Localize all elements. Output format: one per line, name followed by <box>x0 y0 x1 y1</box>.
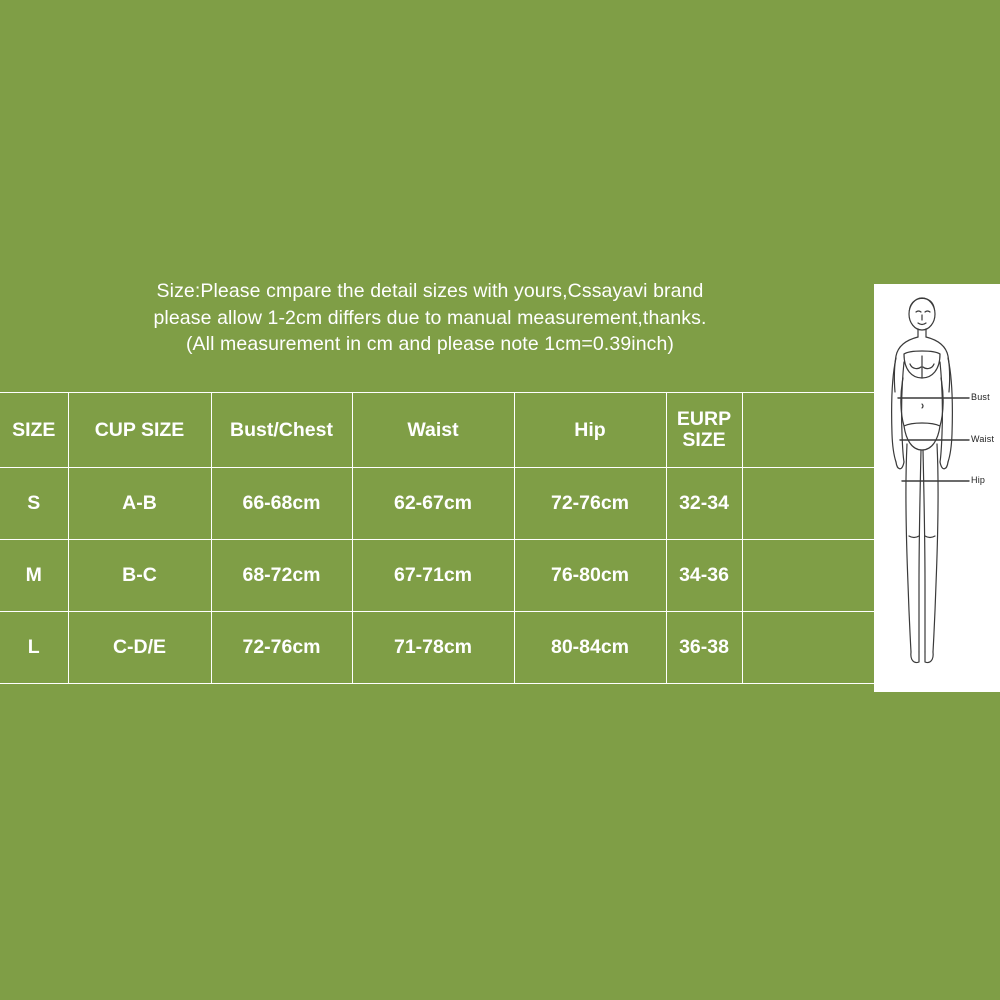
cell-bust-chest: 66-68cm <box>211 468 352 540</box>
cell-waist: 67-71cm <box>352 540 514 612</box>
column-header-size: SIZE <box>0 393 68 468</box>
figure-label-waist: Waist <box>971 434 995 444</box>
cell-size: L <box>0 612 68 684</box>
figure-label-hip: Hip <box>971 475 986 485</box>
cell-size: S <box>0 468 68 540</box>
cell-eurp-size: 36-38 <box>666 612 742 684</box>
cell-blank <box>742 540 884 612</box>
measurement-note <box>0 278 860 358</box>
note-line-3: (All measurement in cm and please note 1cm=0.39inch) <box>185 333 675 355</box>
eurp-header-line-1: EURP <box>676 408 732 430</box>
cell-cup-size: C-D/E <box>68 612 211 684</box>
cell-waist: 62-67cm <box>352 468 514 540</box>
column-header-cup-size: CUP SIZE <box>68 393 211 468</box>
column-header-eurp-size <box>666 393 742 468</box>
note-line-1: Size:Please cmpare the detail sizes with yours,Cssayavi brand <box>156 280 704 302</box>
column-header-waist: Waist <box>352 393 514 468</box>
cell-blank <box>742 468 884 540</box>
table-row <box>0 612 884 684</box>
note-line-2: please allow 1-2cm differs due to manual measurement,thanks. <box>153 306 707 329</box>
cell-cup-size: B-C <box>68 540 211 612</box>
cell-waist: 71-78cm <box>352 612 514 684</box>
table-header-row <box>0 393 884 468</box>
cell-hip: 76-80cm <box>514 540 666 612</box>
table-row <box>0 540 884 612</box>
cell-hip: 80-84cm <box>514 612 666 684</box>
cell-bust-chest: 68-72cm <box>211 540 352 612</box>
cell-cup-size: A-B <box>68 468 211 540</box>
cell-eurp-size: 32-34 <box>666 468 742 540</box>
size-chart-table <box>0 392 885 684</box>
table-row <box>0 468 884 540</box>
column-header-hip: Hip <box>514 393 666 468</box>
eurp-header-line-2: SIZE <box>682 429 726 451</box>
cell-size: M <box>0 540 68 612</box>
cell-bust-chest: 72-76cm <box>211 612 352 684</box>
figure-label-bust: Bust <box>971 392 990 402</box>
measurement-figure-panel <box>874 284 1000 692</box>
female-body-figure-icon <box>874 284 1000 692</box>
column-header-bust-chest: Bust/Chest <box>211 393 352 468</box>
column-header-blank <box>742 393 884 468</box>
cell-blank <box>742 612 884 684</box>
cell-hip: 72-76cm <box>514 468 666 540</box>
cell-eurp-size: 34-36 <box>666 540 742 612</box>
